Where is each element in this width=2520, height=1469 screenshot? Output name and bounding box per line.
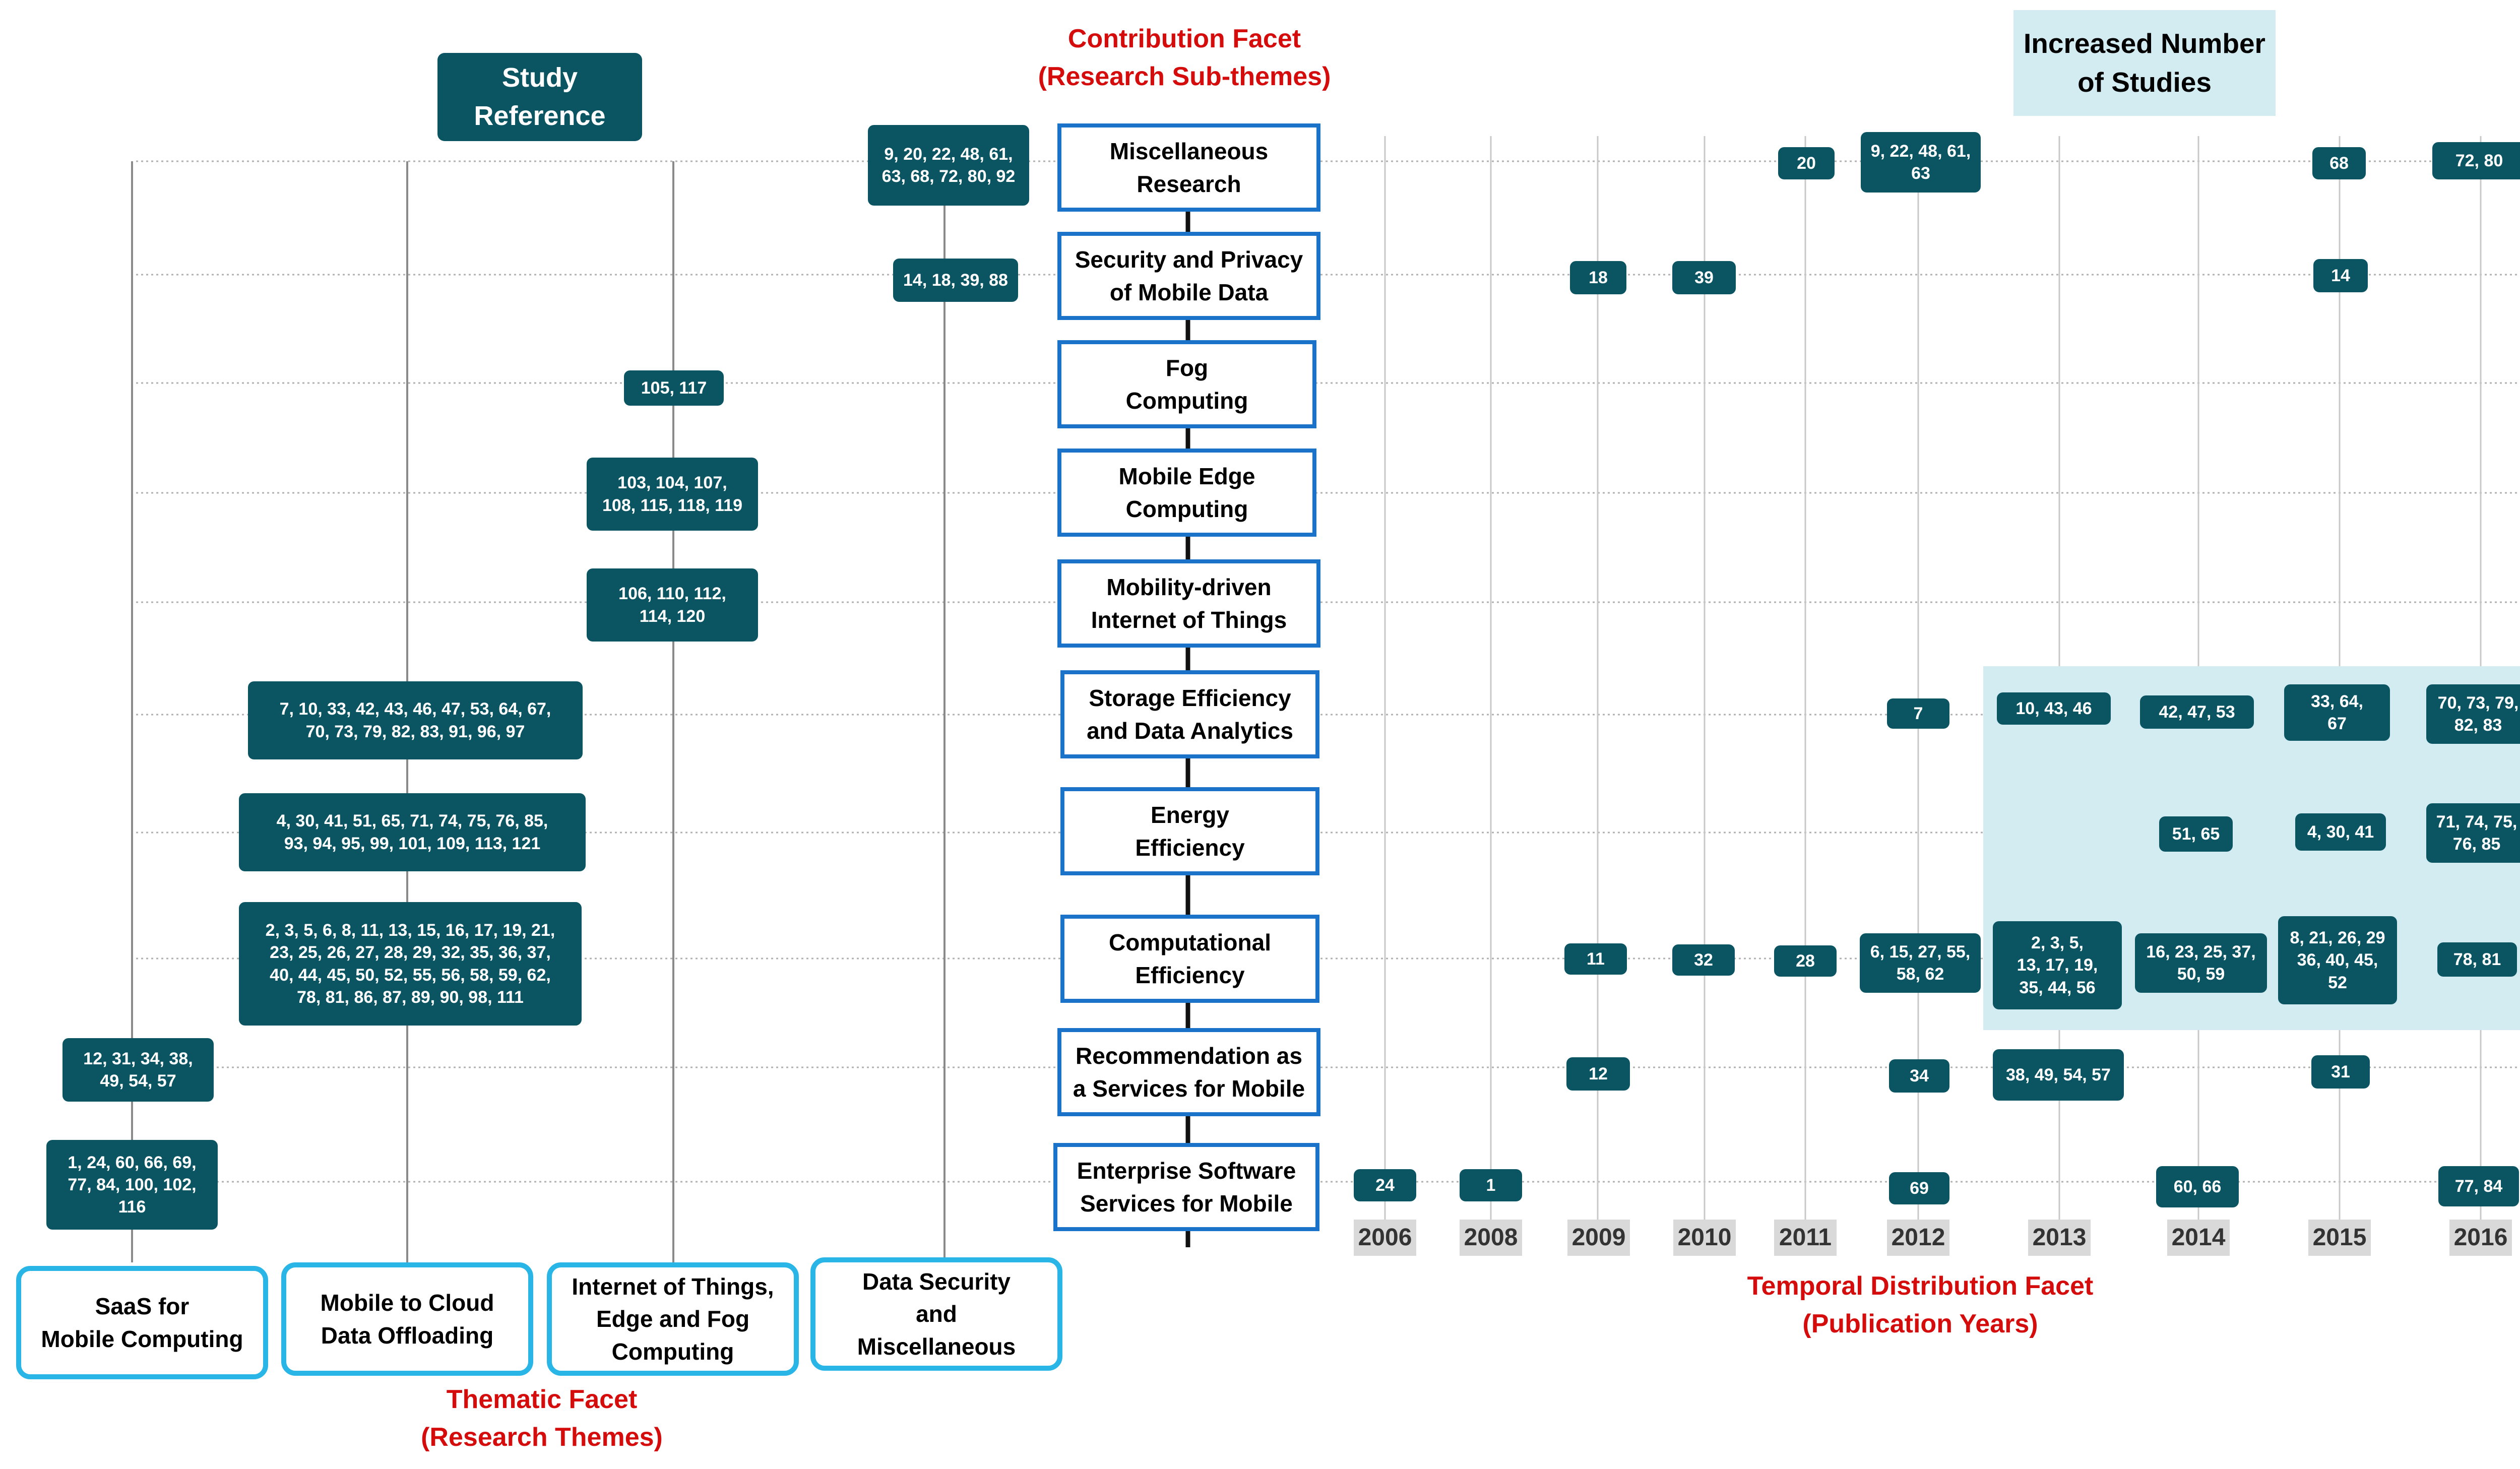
year-tag: 71, 74, 75, 76, 85 [2426,803,2520,863]
year-tag: 32 [1672,944,1735,976]
year-tag: 72, 80 [2432,142,2520,179]
year-tag: 24 [1354,1169,1416,1201]
year-label: 2008 [1460,1220,1522,1256]
subtheme-mobility-iot: Mobility-driven Internet of Things [1057,559,1320,648]
year-tag: 11 [1564,943,1627,975]
year-tag: 70, 73, 79, 82, 83 [2426,684,2520,744]
year-tag: 14 [2313,259,2368,292]
temporal-facet-title: Temporal Distribution Facet (Publication Years) [1747,1271,2094,1339]
year-tag: 4, 30, 41 [2295,813,2386,851]
year-tag: 1 [1460,1169,1522,1201]
year-tag: 6, 15, 27, 55, 58, 62 [1860,933,1981,993]
year-label: 2006 [1354,1220,1416,1256]
year-label: 2016 [2449,1220,2512,1256]
year-label: 2009 [1567,1220,1630,1256]
subtheme-computational-efficiency: Computational Efficiency [1060,915,1319,1003]
year-tag: 34 [1889,1059,1949,1093]
year-label: 2011 [1774,1220,1837,1256]
year-tag: 12 [1566,1057,1630,1091]
year-label: 2012 [1887,1220,1949,1256]
reference-tag: 1, 24, 60, 66, 69, 77, 84, 100, 102, 116 [46,1140,218,1230]
year-label: 2014 [2167,1220,2230,1256]
reference-tag: 14, 18, 39, 88 [893,259,1018,302]
year-tag: 20 [1778,147,1835,179]
year-tag: 39 [1672,261,1736,294]
subtheme-security-privacy: Security and Privacy of Mobile Data [1057,232,1320,320]
subtheme-mobile-edge-computing: Mobile Edge Computing [1057,449,1316,537]
year-tag: 10, 43, 46 [1997,692,2111,725]
year-tag: 60, 66 [2156,1166,2239,1207]
year-tag: 69 [1889,1172,1949,1204]
reference-tag: 103, 104, 107, 108, 115, 118, 119 [587,458,758,531]
thematic-facet-title: Thematic Facet (Research Themes) [421,1385,663,1452]
year-tag: 8, 21, 26, 29 36, 40, 45, 52 [2278,916,2397,1004]
increased-number-label: Increased Number of Studies [2013,10,2276,116]
study-reference-label: Study Reference [437,53,642,141]
year-tag: 2, 3, 5, 13, 17, 19, 35, 44, 56 [1993,921,2122,1009]
year-tag: 31 [2311,1055,2370,1089]
year-tag: 42, 47, 53 [2140,695,2254,729]
reference-tag: 9, 20, 22, 48, 61, 63, 68, 72, 80, 92 [868,125,1029,206]
year-tag: 78, 81 [2437,942,2517,977]
year-tag: 18 [1570,261,1626,294]
subtheme-recommendation-service: Recommendation as a Services for Mobile [1057,1028,1320,1116]
reference-tag: 106, 110, 112, 114, 120 [587,568,758,642]
subtheme-storage-efficiency: Storage Efficiency and Data Analytics [1060,670,1319,758]
subtheme-fog-computing: Fog Computing [1057,340,1316,428]
year-label: 2015 [2308,1220,2371,1256]
contribution-facet-title: Contribution Facet (Research Sub-themes) [1038,24,1331,92]
reference-tag: 105, 117 [624,370,724,406]
theme-security-misc: Data Security and Miscellaneous [810,1257,1062,1371]
year-tag: 68 [2312,147,2366,179]
year-tag: 9, 22, 48, 61, 63 [1861,132,1981,193]
year-tag: 77, 84 [2438,1166,2519,1206]
reference-tag: 12, 31, 34, 38, 49, 54, 57 [62,1038,214,1102]
year-tag: 38, 49, 54, 57 [1993,1049,2124,1101]
year-tag: 28 [1774,945,1837,977]
year-tag: 16, 23, 25, 37, 50, 59 [2135,933,2267,993]
subtheme-enterprise-software: Enterprise Software Services for Mobile [1053,1143,1319,1231]
reference-tag: 2, 3, 5, 6, 8, 11, 13, 15, 16, 17, 19, 21, 23, 25, 26, 27, 28, 29, 32, 35, 36, 37, 40, 44, 45, 50, 52, 55, 56, 58, 59, 62, 78, 81, 86, 87, 89, 90, 98, 111 [239,902,582,1026]
theme-saas-mobile: SaaS for Mobile Computing [16,1266,268,1379]
subtheme-miscellaneous-research: Miscellaneous Research [1057,123,1320,212]
year-tag: 7 [1887,698,1949,729]
reference-tag: 4, 30, 41, 51, 65, 71, 74, 75, 76, 85, 93, 94, 95, 99, 101, 109, 113, 121 [239,793,586,871]
theme-iot-edge-fog: Internet of Things, Edge and Fog Computing [547,1262,799,1376]
year-tag: 51, 65 [2159,816,2233,852]
subtheme-energy-efficiency: Energy Efficiency [1060,787,1319,875]
reference-tag: 7, 10, 33, 42, 43, 46, 47, 53, 64, 67, 70, 73, 79, 82, 83, 91, 96, 97 [248,681,583,759]
year-label: 2010 [1673,1220,1736,1256]
year-label: 2013 [2028,1220,2091,1256]
year-tag: 33, 64, 67 [2284,684,2390,741]
theme-cloud-offloading: Mobile to Cloud Data Offloading [281,1262,533,1376]
